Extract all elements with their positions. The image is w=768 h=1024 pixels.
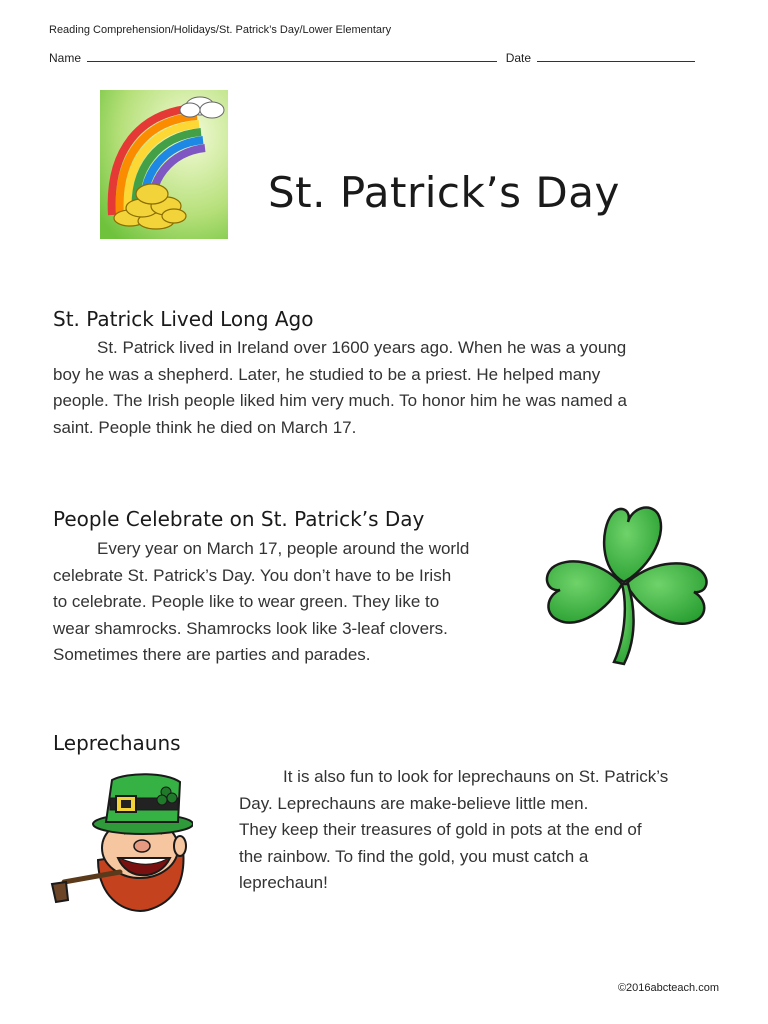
paragraph-line: saint. People think he died on March 17. [53, 417, 357, 437]
paragraph-line: people. The Irish people liked him very much. To honor him he was named a [53, 391, 627, 410]
section-body-celebrate [53, 536, 533, 669]
name-label: Name [49, 51, 82, 65]
date-field[interactable] [537, 50, 695, 62]
name-field[interactable] [87, 50, 497, 62]
paragraph-line: They keep their treasures of gold in pots at the end of [239, 820, 642, 839]
paragraph-line: celebrate St. Patrick’s Day. You don’t have to be Irish [53, 565, 452, 585]
name-date-row [49, 50, 695, 65]
shamrock-icon [540, 500, 715, 670]
paragraph-line: St. Patrick lived in Ireland over 1600 years ago. When he was a young [97, 338, 627, 357]
leprechaun-illustration [48, 770, 193, 920]
paragraph-line: to celebrate. People like to wear green. They like to [53, 592, 440, 611]
rainbow-pot-of-gold-illustration [100, 90, 228, 239]
paragraph-line: It is also fun to look for leprechauns on St. Patrick’s [283, 767, 669, 786]
section-heading-long-ago: St. Patrick Lived Long Ago [53, 307, 314, 331]
page-title: St. Patrick’s Day [268, 168, 620, 217]
paragraph-line: boy he was a shepherd. Later, he studied to be a priest. He helped many [53, 364, 601, 384]
paragraph-line: Every year on March 17, people around the world [97, 539, 470, 558]
paragraph-line: Day. Leprechauns are make-believe little men. [239, 793, 589, 813]
section-body-long-ago [53, 335, 713, 441]
paragraph-line: leprechaun! [239, 873, 328, 892]
paragraph-line: wear shamrocks. Shamrocks look like 3-leaf clovers. [53, 618, 448, 638]
section-heading-celebrate: People Celebrate on St. Patrick’s Day [53, 507, 425, 531]
paragraph-line: Sometimes there are parties and parades. [53, 645, 371, 664]
paragraph-line: the rainbow. To find the gold, you must catch a [239, 846, 589, 866]
copyright-footer: ©2016abcteach.com [617, 982, 719, 994]
date-label: Date [505, 51, 532, 65]
section-heading-leprechauns: Leprechauns [53, 731, 181, 755]
section-body-leprechauns [239, 764, 719, 897]
worksheet-breadcrumb: Reading Comprehension/Holidays/St. Patrick’s Day/Lower Elementary [49, 24, 392, 36]
